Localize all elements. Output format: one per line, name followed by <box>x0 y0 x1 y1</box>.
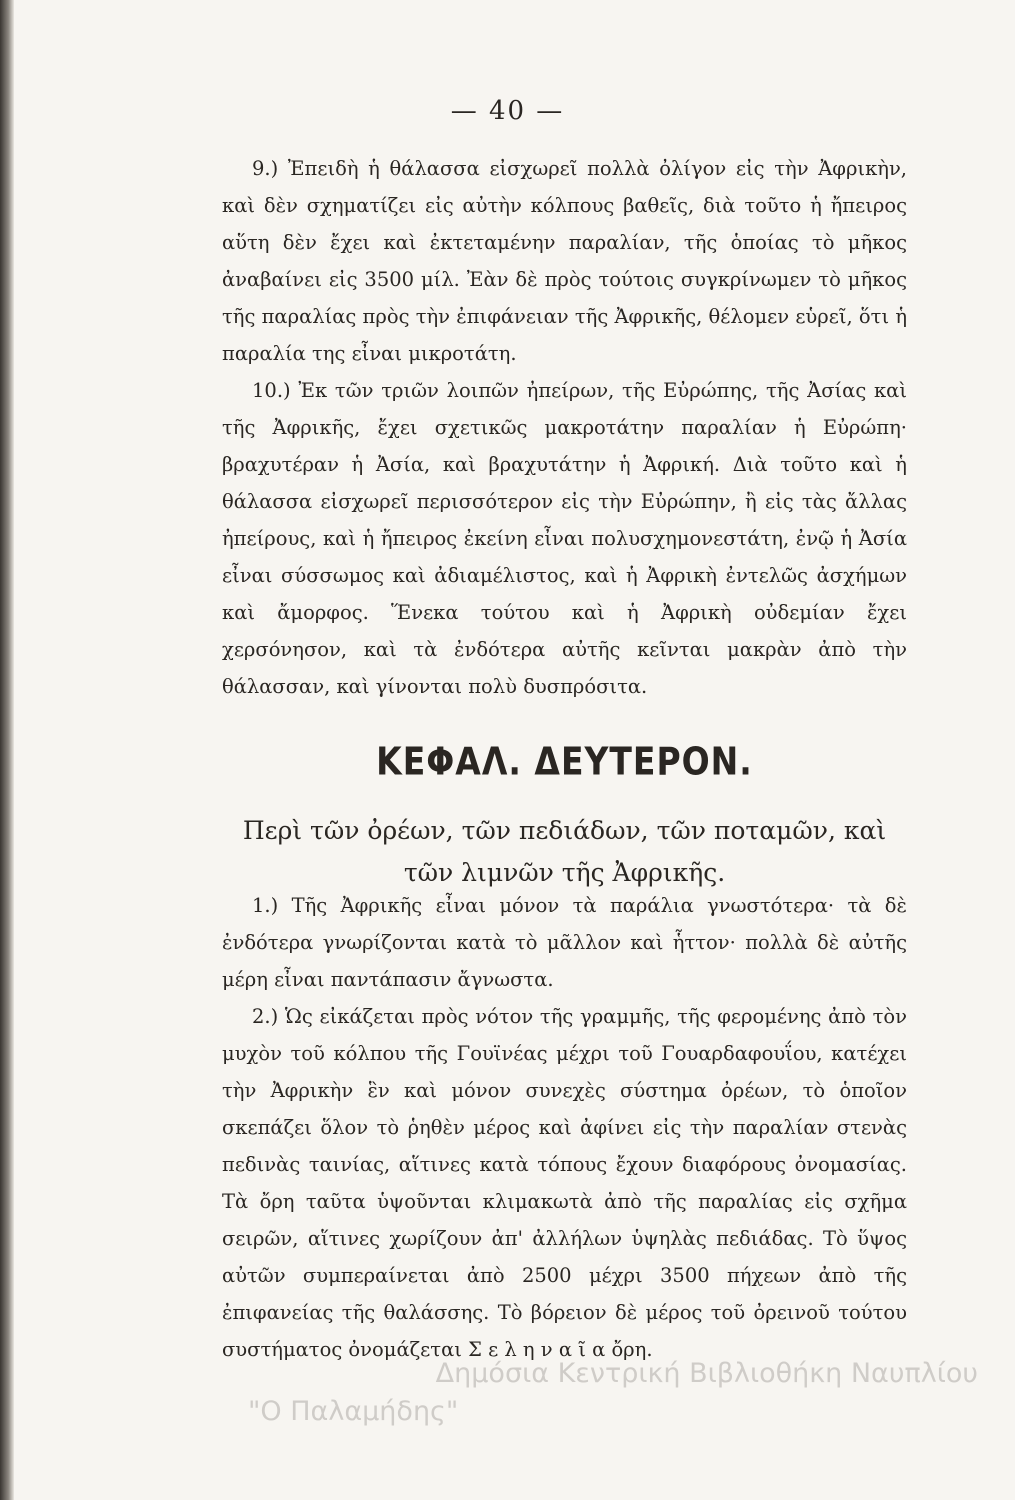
page-number: — 40 — <box>450 96 565 126</box>
text-block-top <box>222 150 907 705</box>
paragraph-2: 2.) Ὡς εἰκάζεται πρὸς νότον τῆς γραμμῆς, τῆς φερομένης ἀπὸ τὸν μυχὸν τοῦ κόλπου τῆς Γουϊνέας μέχρι τοῦ Γουαρδαφουΐου, κατέχει τὴν Ἀφρικὴν ἓν καὶ μόνον συνεχὲς σύστημα ὀρέων, τὸ ὁποῖον σκεπάζει ὅλον τὸ ῥηθὲν μέρος καὶ ἀφίνει εἰς τὴν παραλίαν στενὰς πεδινὰς ταινίας, αἵτινες κατὰ τόπους ἔχουν διαφόρους ὀνομασίας. Τὰ ὄρη ταῦτα ὑψοῦνται κλιμακωτὰ ἀπὸ τῆς παραλίας εἰς σχῆμα σειρῶν, αἵτινες χωρίζουν ἀπ' ἀλλήλων ὑψηλὰς πεδιάδας. Τὸ ὕψος αὐτῶν συμπεραίνεται ἀπὸ 2500 μέχρι 3500 πήχεων ἀπὸ τῆς ἐπιφανείας τῆς θαλάσσης. Τὸ βόρειον δὲ μέρος τοῦ ὀρεινοῦ τούτου συστήματος ὀνομάζεται Σ ε λ η ν α ῖ α ὄρη. <box>222 1005 907 1361</box>
watermark-line-2: "Ο Παλαμήδης" <box>248 1396 459 1427</box>
text-block-bottom <box>222 887 907 1368</box>
chapter-subtitle: Περὶ τῶν ὀρέων, τῶν πεδιάδων, τῶν ποταμῶν, καὶ τῶν λιμνῶν τῆς Ἀφρικῆς. <box>242 816 887 887</box>
paragraph-1: 1.) Τῆς Ἀφρικῆς εἶναι μόνον τὰ παράλια γνωστότερα· τὰ δὲ ἐνδότερα γνωρίζονται κατὰ τὸ μᾶλλον καὶ ἧττον· πολλὰ δὲ αὐτῆς μέρη εἶναι παντάπασιν ἄγνωστα. <box>222 894 907 991</box>
paragraph-10: 10.) Ἐκ τῶν τριῶν λοιπῶν ἠπείρων, τῆς Εὐρώπης, τῆς Ἀσίας καὶ τῆς Ἀφρικῆς, ἔχει σχετικῶς μακροτάτην παραλίαν ἡ Εὐρώπη· βραχυτέραν ἡ Ἀσία, καὶ βραχυτάτην ἡ Ἀφρική. Διὰ τοῦτο καὶ ἡ θάλασσα εἰσχωρεῖ περισσότερον εἰς τὴν Εὐρώπην, ἢ εἰς τὰς ἄλλας ἠπείρους, καὶ ἡ ἤπειρος ἐκείνη εἶναι πολυσχημονεστάτη, ἐνῷ ἡ Ἀσία εἶναι σύσσωμος καὶ ἀδιαμέλιστος, καὶ ἡ Ἀφρικὴ ἐντελῶς ἀσχήμων καὶ ἄμορφος. Ἕνεκα τούτου καὶ ἡ Ἀφρικὴ οὐδεμίαν ἔχει χερσόνησον, καὶ τὰ ἐνδότερα αὐτῆς κεῖνται μακρὰν ἀπὸ τὴν θάλασσαν, καὶ γίνονται πολὺ δυσπρόσιτα. <box>222 379 907 698</box>
watermark-line-1: Δημόσια Κεντρική Βιβλιοθήκη Ναυπλίου <box>435 1358 978 1389</box>
page-binding-edge <box>0 0 14 1500</box>
chapter-heading: ΚΕΦΑΛ. ΔΕΥΤΕΡΟΝ. <box>376 739 753 784</box>
paragraph-9: 9.) Ἐπειδὴ ἡ θάλασσα εἰσχωρεῖ πολλὰ ὀλίγον εἰς τὴν Ἀφρικὴν, καὶ δὲν σχηματίζει εἰς αὐτὴν κόλπους βαθεῖς, διὰ τοῦτο ἡ ἤπειρος αὕτη δὲν ἔχει καὶ ἐκτεταμένην παραλίαν, τῆς ὁποίας τὸ μῆκος ἀναβαίνει εἰς 3500 μίλ. Ἐὰν δὲ πρὸς τούτοις συγκρίνωμεν τὸ μῆκος τῆς παραλίας πρὸς τὴν ἐπιφάνειαν τῆς Ἀφρικῆς, θέλομεν εὑρεῖ, ὅτι ἡ παραλία της εἶναι μικροτάτη. <box>222 157 907 365</box>
